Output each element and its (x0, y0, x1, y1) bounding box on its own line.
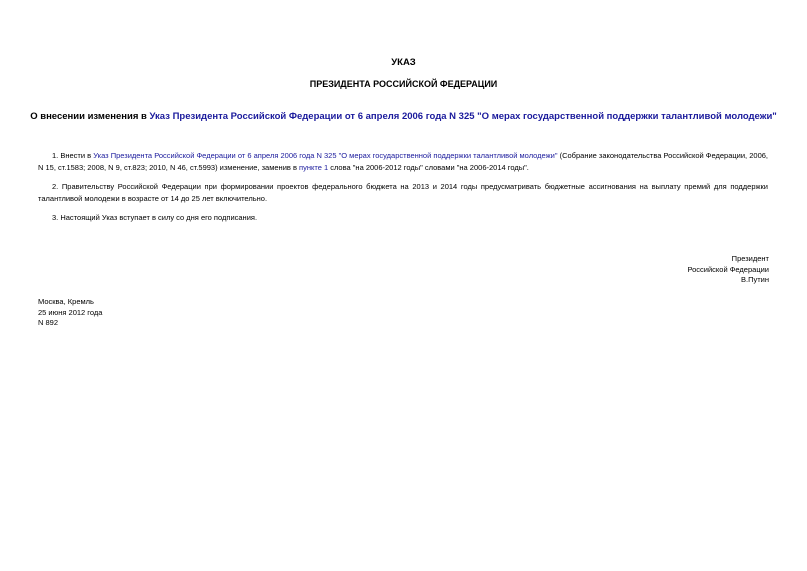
paragraph-2: 2. Правительству Российской Федерации при формировании проектов федерального бюджета на 2013 и 2014 годы предусматривать бюджетные ассигнования на выплату премий для поддержки талантливой молодежи в возрасте от 14 до 25 лет включительно. (38, 182, 768, 203)
paragraph-1-middle: (Собрание законодательства Российской Федерации, 2006, N 15, ст.1583; 2008, N 9, ст.823; 2010, N 46, ст.5993) изменение, заменив в (38, 151, 768, 172)
paragraph-1-end: слова "на 2006-2012 годы" словами "на 2006-2014 годы". (328, 163, 529, 172)
signature-name: В.Путин (741, 275, 769, 284)
signature-block (687, 254, 769, 286)
place-city: Москва, Кремль (38, 297, 94, 306)
document-heading-prefix: О внесении изменения в (30, 111, 150, 122)
document-heading (0, 111, 807, 122)
decree-title: УКАЗ (391, 57, 416, 68)
place-date: 25 июня 2012 года (38, 307, 103, 317)
place-date-block (38, 297, 102, 329)
clause-1-link[interactable]: пункте 1 (299, 163, 329, 172)
signature-position: Президент (731, 254, 769, 263)
paragraph-3: 3. Настоящий Указ вступает в силу со дня его подписания. (52, 213, 258, 222)
decree-number: N 892 (38, 318, 59, 327)
paragraph-1-start: 1. Внести в (52, 151, 94, 160)
decree-subtitle: ПРЕЗИДЕНТА РОССИЙСКОЙ ФЕДЕРАЦИИ (309, 79, 498, 89)
decree-325-link[interactable]: Указ Президента Российской Федерации от 6 апреля 2006 года N 325 "О мерах государственной поддержки талантливой молодежи" (93, 151, 558, 160)
document-heading-link[interactable]: Указ Президента Российской Федерации от 6 апреля 2006 года N 325 "О мерах государственной поддержки талантливой молодежи" (149, 111, 777, 122)
paragraph-1 (38, 150, 768, 174)
signature-country: Российской Федерации (687, 264, 769, 274)
